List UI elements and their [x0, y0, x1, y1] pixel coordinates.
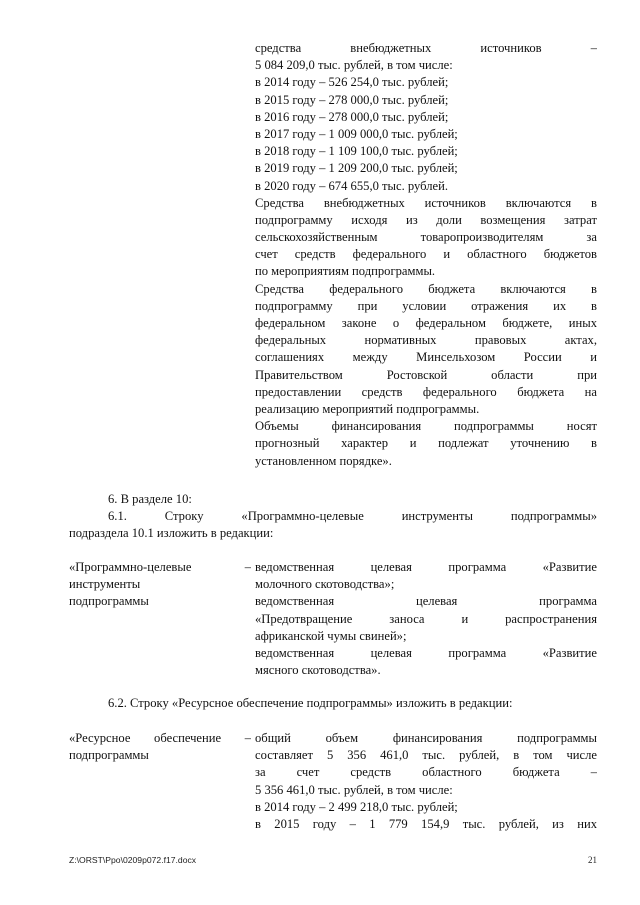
footer-file-path: Z:\ORST\Ppo\0209p072.f17.docx: [69, 855, 197, 865]
text-line: сельскохозяйственным товаропроизводителям за: [255, 230, 597, 245]
text-line: реализацию мероприятий подпрограммы.: [255, 401, 480, 416]
row-label-line: подпрограммы: [69, 748, 149, 763]
text-line: в 2018 году – 1 109 100,0 тыс. рублей;: [255, 144, 458, 159]
text-line: средства внебюджетных источников –: [255, 41, 597, 55]
text-line: федеральных нормативных правовых актах,: [255, 333, 597, 348]
text-line: в 2020 году – 674 655,0 тыс. рублей.: [255, 178, 449, 193]
row-label-line: «Программно-целевые –: [69, 560, 251, 574]
funding-continuation-block: [255, 40, 597, 470]
text-line: в 2016 году – 278 000,0 тыс. рублей;: [255, 109, 449, 124]
row-value-line: африканской чумы свиней»;: [255, 628, 407, 643]
row1-value: [255, 559, 597, 679]
text-line: Средства внебюджетных источников включаются в: [255, 195, 597, 210]
row-value-line: в 2015 году – 1 779 154,9 тыс. рублей, из них: [255, 816, 597, 831]
row-value-line: ведомственная целевая программа «Развитие: [255, 560, 597, 574]
text-line: федеральном законе о федеральном бюджете, иных: [255, 316, 597, 330]
text-line: установленном порядке».: [255, 453, 392, 468]
row-value-line: составляет 5 356 461,0 тыс. рублей, в том числе: [255, 748, 597, 763]
text-line: в 2014 году – 526 254,0 тыс. рублей;: [255, 75, 449, 90]
paragraph-line: подраздела 10.1 изложить в редакции:: [69, 526, 274, 541]
row-value-line: ведомственная целевая программа «Развитие: [255, 645, 597, 660]
section-6-block: [69, 491, 597, 543]
text-line: Объемы финансирования подпрограммы носят: [255, 419, 597, 434]
row-label-line: инструменты: [69, 577, 141, 592]
row2-value: [255, 730, 597, 833]
paragraph-line: 6.1. Строку «Программно-целевые инструменты подпрограммы»: [108, 509, 597, 524]
paragraph-line: 6.2. Строку «Ресурсное обеспечение подпрограммы» изложить в редакции:: [108, 696, 513, 710]
row2-label: [69, 730, 251, 764]
text-line: прогнозный характер и подлежат уточнению в: [255, 436, 597, 451]
row-value-line: 5 356 461,0 тыс. рублей, в том числе:: [255, 782, 453, 797]
text-line: в 2019 году – 1 209 200,0 тыс. рублей;: [255, 161, 458, 176]
text-line: по мероприятиям подпрограммы.: [255, 264, 436, 279]
text-line: подпрограмму исходя из доли возмещения затрат: [255, 212, 597, 227]
text-line: подпрограмму при условии отражения их в: [255, 298, 597, 313]
row-value-line: «Предотвращение заноса и распространения: [255, 611, 597, 626]
row-value-line: за счет средств областного бюджета –: [255, 765, 597, 780]
row1-label: [69, 559, 251, 611]
section-6-2-block: [69, 695, 597, 712]
row-value-line: молочного скотоводства»;: [255, 577, 395, 592]
text-line: Средства федерального бюджета включаются в: [255, 281, 597, 296]
footer-page-number: 21: [588, 855, 597, 865]
row-value-line: в 2014 году – 2 499 218,0 тыс. рублей;: [255, 799, 458, 814]
text-line: предоставлении средств федерального бюджета на: [255, 384, 597, 399]
row-value-line: общий объем финансирования подпрограммы: [255, 731, 597, 745]
row-value-line: ведомственная целевая программа: [255, 594, 597, 609]
row-label-line: подпрограммы: [69, 594, 149, 609]
text-line: в 2017 году – 1 009 000,0 тыс. рублей;: [255, 126, 458, 141]
text-line: 5 084 209,0 тыс. рублей, в том числе:: [255, 58, 453, 73]
text-line: в 2015 году – 278 000,0 тыс. рублей;: [255, 92, 449, 107]
row-label-line: «Ресурсное обеспечение –: [69, 731, 251, 745]
section-heading: 6. В разделе 10:: [108, 492, 192, 506]
text-line: соглашениях между Минсельхозом России и: [255, 350, 597, 365]
text-line: Правительством Ростовской области при: [255, 367, 597, 382]
row-value-line: мясного скотоводства».: [255, 663, 381, 678]
text-line: счет средств федерального и областного бюджетов: [255, 247, 597, 262]
